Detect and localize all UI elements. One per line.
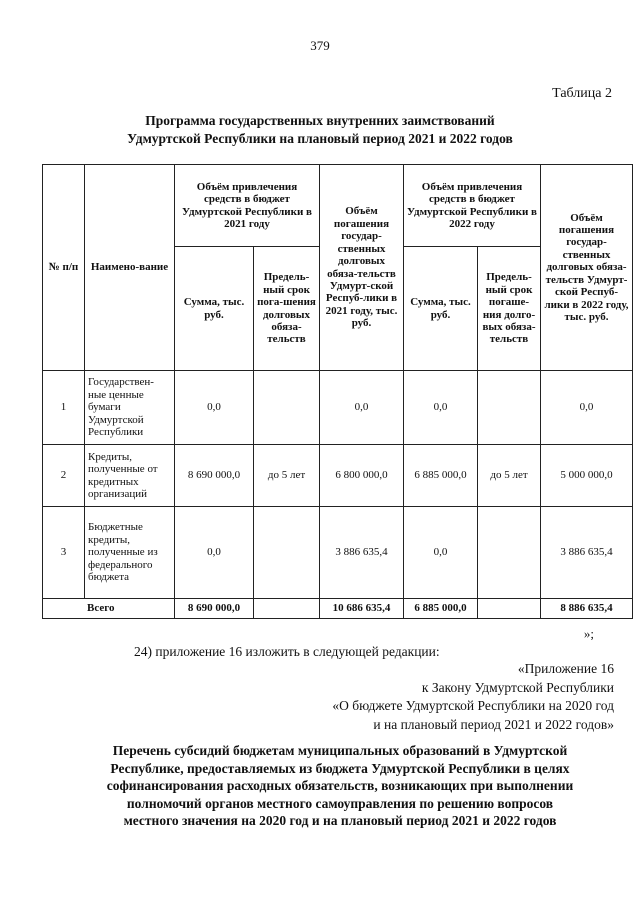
row-term-2021 (254, 507, 320, 599)
table-row (43, 445, 633, 507)
list-title-line: Республике, предоставляемых из бюджета Удмуртской Республики в целях (110, 760, 570, 776)
appendix-line: «О бюджете Удмуртской Республики на 2020 год (332, 698, 614, 713)
table-row (43, 507, 633, 599)
table-label: Таблица 2 (552, 86, 612, 101)
row-repay-2021: 6 800 000,0 (320, 445, 404, 507)
closing-quote: »; (583, 626, 594, 641)
row-sum-2022: 6 885 000,0 (404, 445, 478, 507)
header-attract-2021: Объём привлечения средств в бюджет Удмуртской Республики в 2021 году (175, 165, 320, 247)
row-repay-2022: 3 886 635,4 (541, 507, 633, 599)
list-title-line: полномочий органов местного самоуправления по решению вопросов (126, 795, 554, 811)
total-repay-2022: 8 886 635,4 (541, 599, 633, 619)
row-term-2021: до 5 лет (254, 445, 320, 507)
row-term-2022 (478, 371, 541, 445)
list-title-line: местного значения на 2020 год и на плановый период 2021 и 2022 годов (123, 813, 557, 828)
total-repay-2021: 10 686 635,4 (320, 599, 404, 619)
list-title-line: Перечень субсидий бюджетам муниципальных образований в Удмуртской (112, 743, 568, 758)
appendix-line: и на плановый период 2021 и 2022 годов» (373, 716, 614, 732)
row-term-2022 (478, 507, 541, 599)
header-attract-2022: Объём привлечения средств в бюджет Удмуртской Республики в 2022 году (404, 165, 541, 247)
row-name: Кредиты, полученные от кредитных организаций (85, 445, 175, 507)
header-name: Наимено-вание (85, 165, 175, 371)
total-sum-2021: 8 690 000,0 (175, 599, 254, 619)
row-repay-2021: 3 886 635,4 (320, 507, 404, 599)
row-sum-2021: 0,0 (175, 371, 254, 445)
row-num: 3 (43, 507, 85, 599)
total-term-2022 (478, 599, 541, 619)
row-repay-2022: 0,0 (541, 371, 633, 445)
appendix-header (332, 660, 614, 734)
row-sum-2022: 0,0 (404, 371, 478, 445)
total-sum-2022: 6 885 000,0 (404, 599, 478, 619)
row-term-2021 (254, 371, 320, 445)
row-num: 1 (43, 371, 85, 445)
row-name: Государствен-ные ценные бумаги Удмуртской Республики (85, 371, 175, 445)
row-sum-2022: 0,0 (404, 507, 478, 599)
row-repay-2022: 5 000 000,0 (541, 445, 633, 507)
header-sum-2022: Сумма, тыс. руб. (404, 247, 478, 371)
title-line: Программа государственных внутренних заимствований (145, 113, 495, 128)
header-repay-2021: Объём погашения государ-ственных долговых обяза-тельств Удмурт-ской Респуб-лики в 2021 году, тыс. руб. (320, 165, 404, 371)
total-row (43, 599, 633, 619)
row-sum-2021: 8 690 000,0 (175, 445, 254, 507)
row-term-2022: до 5 лет (478, 445, 541, 507)
row-name: Бюджетные кредиты, полученные из федерального бюджета (85, 507, 175, 599)
document-title (60, 112, 580, 148)
title-line: Удмуртской Республики на плановый период 2021 и 2022 годов (127, 131, 513, 146)
header-term-2022: Предель-ный срок погаше-ния долго-вых обяза-тельств (478, 247, 541, 371)
row-num: 2 (43, 445, 85, 507)
subsidy-list-title (60, 742, 620, 830)
header-num: № п/п (43, 165, 85, 371)
row-repay-2021: 0,0 (320, 371, 404, 445)
page-number: 379 (310, 38, 330, 53)
borrowing-program-table (42, 164, 633, 619)
header-repay-2022: Объём погашения государ-ственных долговых обяза-тельств Удмурт-ской Респуб-лики в 2022 году, тыс. руб. (541, 165, 633, 371)
list-title-line: софинансирования расходных обязательств, возникающих при выполнении (106, 778, 574, 793)
header-term-2021: Предель-ный срок пога-шения долговых обяза-тельств (254, 247, 320, 371)
table-row (43, 371, 633, 445)
amendment-text: 24) приложение 16 изложить в следующей редакции: (134, 644, 440, 659)
row-sum-2021: 0,0 (175, 507, 254, 599)
appendix-line: к Закону Удмуртской Республики (421, 679, 614, 695)
header-sum-2021: Сумма, тыс. руб. (175, 247, 254, 371)
appendix-line: «Приложение 16 (517, 661, 614, 676)
total-term-2021 (254, 599, 320, 619)
total-label: Всего (43, 599, 175, 619)
